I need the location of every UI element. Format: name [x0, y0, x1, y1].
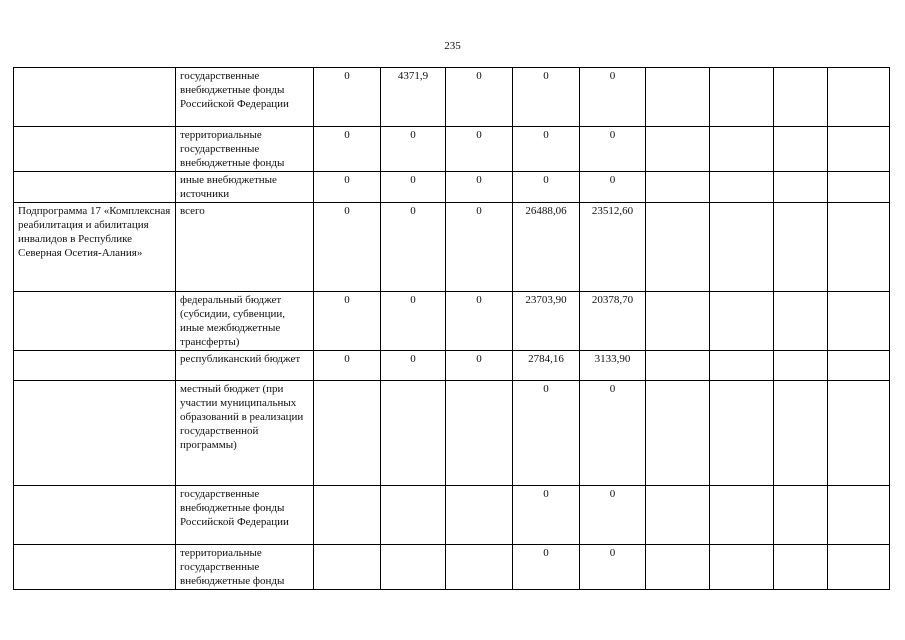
value-cell: 0 — [381, 292, 446, 351]
value-cell — [774, 545, 828, 590]
value-cell: 0 — [446, 127, 513, 172]
value-cell: 0 — [314, 292, 381, 351]
table-body — [14, 68, 890, 590]
value-cell: 0 — [446, 172, 513, 203]
value-cell: 0 — [446, 203, 513, 292]
value-cell — [828, 381, 890, 486]
value-cell — [710, 292, 774, 351]
table-row — [14, 545, 890, 590]
value-cell: 20378,70 — [580, 292, 646, 351]
value-cell — [828, 545, 890, 590]
funding-source-cell: республиканский бюджет — [176, 351, 314, 381]
program-cell — [14, 172, 176, 203]
table-row — [14, 486, 890, 545]
value-cell — [646, 381, 710, 486]
value-cell — [446, 486, 513, 545]
value-cell: 0 — [314, 351, 381, 381]
value-cell: 3133,90 — [580, 351, 646, 381]
value-cell — [646, 172, 710, 203]
value-cell — [710, 486, 774, 545]
value-cell — [774, 351, 828, 381]
table-row — [14, 68, 890, 127]
table-row — [14, 292, 890, 351]
value-cell: 0 — [314, 172, 381, 203]
value-cell — [314, 545, 381, 590]
value-cell: 0 — [314, 203, 381, 292]
program-cell — [14, 68, 176, 127]
value-cell — [646, 203, 710, 292]
value-cell — [828, 351, 890, 381]
value-cell — [381, 545, 446, 590]
funding-source-cell: федеральный бюджет (субсидии, субвенции, иные межбюджетные трансферты) — [176, 292, 314, 351]
value-cell — [646, 486, 710, 545]
value-cell: 2784,16 — [513, 351, 580, 381]
program-cell — [14, 381, 176, 486]
value-cell — [774, 203, 828, 292]
value-cell — [774, 381, 828, 486]
value-cell — [710, 172, 774, 203]
value-cell: 0 — [314, 68, 381, 127]
value-cell: 0 — [381, 172, 446, 203]
value-cell — [828, 68, 890, 127]
value-cell: 0 — [513, 486, 580, 545]
value-cell: 0 — [446, 68, 513, 127]
value-cell — [381, 381, 446, 486]
value-cell — [710, 68, 774, 127]
value-cell — [774, 292, 828, 351]
value-cell: 0 — [580, 172, 646, 203]
page-number: 235 — [444, 40, 461, 52]
value-cell: 23703,90 — [513, 292, 580, 351]
budget-table — [13, 67, 890, 590]
funding-source-cell: территориальные государственные внебюджетные фонды — [176, 545, 314, 590]
program-cell — [14, 351, 176, 381]
value-cell: 0 — [446, 351, 513, 381]
funding-source-cell: государственные внебюджетные фонды Российской Федерации — [176, 68, 314, 127]
value-cell — [710, 545, 774, 590]
value-cell — [828, 203, 890, 292]
value-cell — [774, 172, 828, 203]
value-cell: 0 — [580, 486, 646, 545]
value-cell: 0 — [580, 381, 646, 486]
value-cell — [828, 292, 890, 351]
value-cell — [446, 545, 513, 590]
table-row — [14, 203, 890, 292]
value-cell: 0 — [580, 545, 646, 590]
value-cell — [710, 127, 774, 172]
value-cell: 0 — [381, 127, 446, 172]
value-cell: 0 — [513, 545, 580, 590]
value-cell: 0 — [381, 351, 446, 381]
value-cell: 0 — [381, 203, 446, 292]
value-cell: 0 — [513, 68, 580, 127]
value-cell — [646, 127, 710, 172]
program-cell — [14, 486, 176, 545]
funding-source-cell: всего — [176, 203, 314, 292]
value-cell — [774, 68, 828, 127]
value-cell: 0 — [446, 292, 513, 351]
table-row — [14, 351, 890, 381]
value-cell — [774, 127, 828, 172]
value-cell — [646, 292, 710, 351]
funding-source-cell: иные внебюджетные источники — [176, 172, 314, 203]
program-cell — [14, 545, 176, 590]
value-cell: 4371,9 — [381, 68, 446, 127]
value-cell — [381, 486, 446, 545]
value-cell — [646, 351, 710, 381]
value-cell — [774, 486, 828, 545]
value-cell: 26488,06 — [513, 203, 580, 292]
program-cell — [14, 292, 176, 351]
funding-source-cell: местный бюджет (при участии муниципальных образований в реализации государственной программы) — [176, 381, 314, 486]
value-cell: 0 — [513, 127, 580, 172]
table-row — [14, 172, 890, 203]
table-row — [14, 127, 890, 172]
program-cell: Подпрограмма 17 «Комплексная реабилитация и абилитация инвалидов в Республике Северная Осетия-Алания» — [14, 203, 176, 292]
funding-source-cell: государственные внебюджетные фонды Российской Федерации — [176, 486, 314, 545]
value-cell — [710, 381, 774, 486]
value-cell: 23512,60 — [580, 203, 646, 292]
value-cell — [646, 545, 710, 590]
value-cell: 0 — [580, 127, 646, 172]
value-cell — [710, 351, 774, 381]
value-cell: 0 — [513, 172, 580, 203]
value-cell — [828, 127, 890, 172]
value-cell — [710, 203, 774, 292]
table-row — [14, 381, 890, 486]
value-cell: 0 — [513, 381, 580, 486]
value-cell — [828, 486, 890, 545]
value-cell — [314, 381, 381, 486]
program-cell — [14, 127, 176, 172]
value-cell — [646, 68, 710, 127]
value-cell: 0 — [580, 68, 646, 127]
funding-source-cell: территориальные государственные внебюджетные фонды — [176, 127, 314, 172]
value-cell — [314, 486, 381, 545]
value-cell — [446, 381, 513, 486]
value-cell — [828, 172, 890, 203]
value-cell: 0 — [314, 127, 381, 172]
